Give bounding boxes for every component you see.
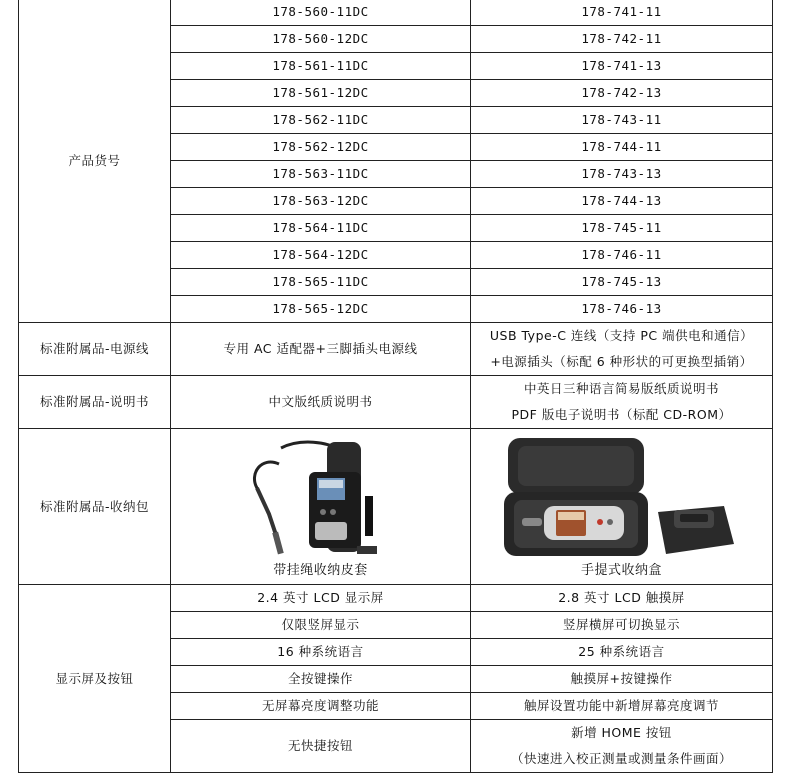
row-label-display: 显示屏及按钮: [19, 585, 171, 773]
table-row: [19, 376, 773, 429]
old-manual: 中文版纸质说明书: [171, 376, 471, 429]
new-part-number: 178-743-11: [471, 107, 773, 134]
spec-comparison-table: [18, 0, 773, 773]
new-part-number: 178-741-13: [471, 53, 773, 80]
new-part-number: 178-744-13: [471, 188, 773, 215]
table-row: [19, 0, 773, 26]
new-part-number: 178-743-13: [471, 161, 773, 188]
new-display-spec: 触屏设置功能中新增屏幕亮度调节: [471, 693, 773, 720]
new-power-cord-line2: +电源插头（标配 6 种形状的可更换型插销）: [490, 354, 753, 369]
new-manual: [471, 376, 773, 429]
old-part-number: 178-562-12DC: [171, 134, 471, 161]
new-display-spec: 竖屏横屏可切换显示: [471, 612, 773, 639]
new-part-number: 178-746-11: [471, 242, 773, 269]
row-label-power-cord: 标准附属品-电源线: [19, 323, 171, 376]
new-home-button-line1: 新增 HOME 按钮: [571, 725, 672, 740]
old-part-number: 178-560-12DC: [171, 26, 471, 53]
row-label-product-number: 产品货号: [19, 0, 171, 323]
old-part-number: 178-561-12DC: [171, 80, 471, 107]
new-manual-line2: PDF 版电子说明书（标配 CD-ROM）: [511, 407, 732, 422]
new-part-number: 178-745-11: [471, 215, 773, 242]
new-display-spec: [471, 720, 773, 773]
old-display-spec: 无快捷按钮: [171, 720, 471, 773]
new-manual-line1: 中英日三种语言简易版纸质说明书: [523, 381, 719, 396]
table-row: [19, 585, 773, 612]
old-part-number: 178-562-11DC: [171, 107, 471, 134]
new-part-number: 178-745-13: [471, 269, 773, 296]
old-display-spec: 16 种系统语言: [171, 639, 471, 666]
leather-case-device-image: [231, 436, 411, 560]
old-display-spec: 无屏幕亮度调整功能: [171, 693, 471, 720]
old-display-spec: 仅限竖屏显示: [171, 612, 471, 639]
old-part-number: 178-563-11DC: [171, 161, 471, 188]
new-home-button-line2: （快速进入校正测量或测量条件画面）: [510, 751, 732, 766]
new-part-number: 178-741-11: [471, 0, 773, 26]
carry-case-image: [502, 436, 742, 560]
row-label-case: 标准附属品-收纳包: [19, 429, 171, 585]
new-display-spec: 触摸屏+按键操作: [471, 666, 773, 693]
new-case-caption: 手提式收纳盒: [580, 562, 662, 578]
old-case-caption: 带挂绳收纳皮套: [273, 562, 368, 578]
table-row: [19, 429, 773, 585]
old-case-cell: [171, 429, 471, 585]
old-part-number: 178-564-12DC: [171, 242, 471, 269]
new-part-number: 178-744-11: [471, 134, 773, 161]
old-display-spec: 2.4 英寸 LCD 显示屏: [171, 585, 471, 612]
old-part-number: 178-563-12DC: [171, 188, 471, 215]
old-display-spec: 全按键操作: [171, 666, 471, 693]
new-case-cell: [471, 429, 773, 585]
old-power-cord: 专用 AC 适配器+三脚插头电源线: [171, 323, 471, 376]
old-part-number: 178-565-11DC: [171, 269, 471, 296]
old-part-number: 178-560-11DC: [171, 0, 471, 26]
new-part-number: 178-746-13: [471, 296, 773, 323]
new-part-number: 178-742-11: [471, 26, 773, 53]
new-power-cord-line1: USB Type-C 连线（支持 PC 端供电和通信）: [489, 328, 754, 343]
new-display-spec: 25 种系统语言: [471, 639, 773, 666]
old-part-number: 178-565-12DC: [171, 296, 471, 323]
old-part-number: 178-561-11DC: [171, 53, 471, 80]
new-power-cord: [471, 323, 773, 376]
row-label-manual: 标准附属品-说明书: [19, 376, 171, 429]
old-part-number: 178-564-11DC: [171, 215, 471, 242]
new-display-spec: 2.8 英寸 LCD 触摸屏: [471, 585, 773, 612]
table-row: [19, 323, 773, 376]
new-part-number: 178-742-13: [471, 80, 773, 107]
